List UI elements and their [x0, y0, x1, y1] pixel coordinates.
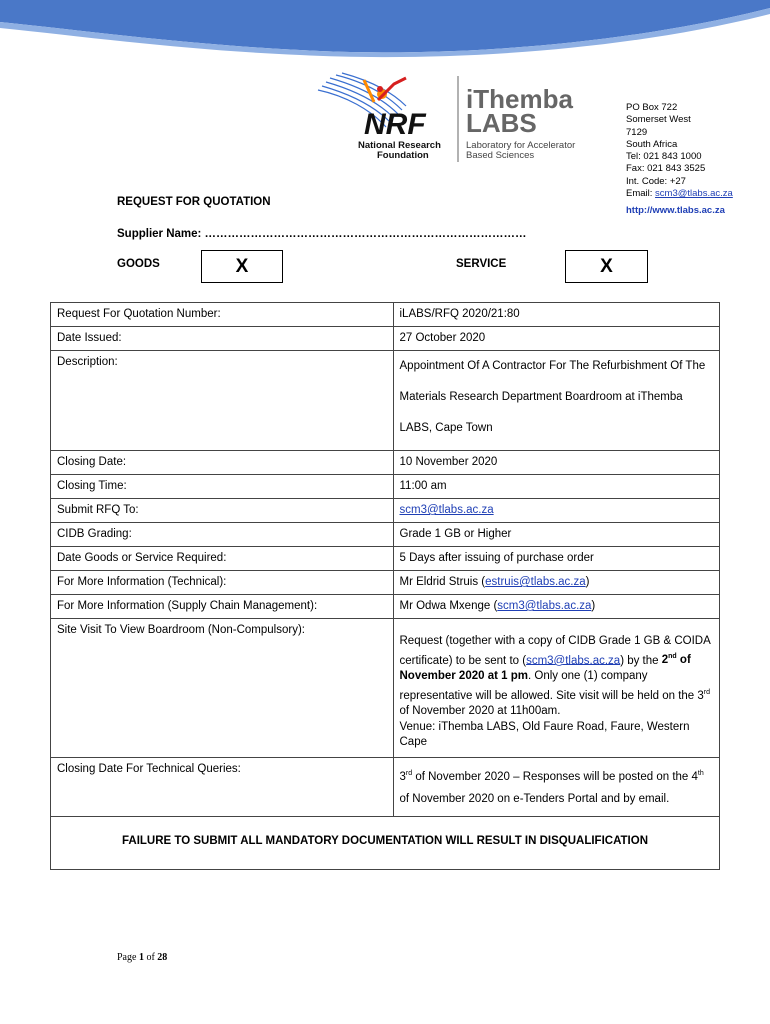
row-value [393, 619, 720, 758]
row-label: Date Issued: [51, 327, 394, 351]
row-value: 5 Days after issuing of purchase order [393, 547, 720, 571]
row-label: Site Visit To View Boardroom (Non-Compulsory): [51, 619, 394, 758]
service-label: SERVICE [456, 258, 507, 270]
goods-checkbox[interactable]: X [201, 250, 283, 283]
row-label: Date Goods or Service Required: [51, 547, 394, 571]
address-line: South Africa [626, 138, 678, 150]
row-value: iLABS/RFQ 2020/21:80 [393, 303, 720, 327]
email-link[interactable]: scm3@tlabs.ac.za [655, 188, 733, 200]
page-label: Page [117, 952, 137, 963]
header-wave [0, 0, 770, 60]
table-row [51, 523, 720, 547]
visit-day-suffix: nd [668, 653, 677, 661]
fax-line: Fax: 021 843 3525 [626, 163, 706, 175]
address-line: PO Box 722 [626, 102, 678, 113]
warning-row [51, 816, 720, 869]
row-value: Grade 1 GB or Higher [393, 523, 720, 547]
technical-email-link[interactable]: estruis@tlabs.ac.za [485, 576, 586, 588]
table-row [51, 351, 720, 451]
phone-line: Tel: 021 843 1000 [626, 151, 702, 163]
row-value [393, 757, 720, 816]
visit-email-link[interactable]: scm3@tlabs.ac.za [526, 654, 621, 667]
email-line [626, 188, 733, 200]
table-row [51, 499, 720, 523]
row-value [393, 351, 720, 451]
service-checkbox[interactable]: X [565, 250, 648, 283]
visit-text: ) by the [620, 654, 659, 667]
description-line: Materials Research Department Boardroom at iThemba [399, 391, 683, 403]
svg-text:Foundation: Foundation [377, 150, 429, 161]
query-day-suffix: th [697, 769, 704, 777]
scm-email-link[interactable]: scm3@tlabs.ac.za [497, 600, 592, 612]
row-label: Closing Date For Technical Queries: [51, 757, 394, 816]
nrf-ithemba-logo [316, 72, 616, 172]
contact-name: Mr Eldrid Struis ( [399, 576, 486, 588]
rfq-details-table [50, 302, 720, 870]
table-row [51, 475, 720, 499]
table-row [51, 619, 720, 758]
queries-details [400, 763, 714, 810]
svg-text:Based Sciences: Based Sciences [466, 150, 535, 161]
table-row [51, 547, 720, 571]
visit-date-rest: of November 2020 at 1 pm [399, 654, 691, 683]
svg-text:LABS: LABS [466, 108, 537, 138]
goods-label: GOODS [117, 258, 160, 270]
visit-text: . Only one (1) company representative will be allowed. Site visit will be held on the [399, 670, 695, 702]
table-row [51, 595, 720, 619]
site-visit-details [400, 634, 714, 751]
website-link[interactable]: http://www.tlabs.ac.za [626, 205, 725, 216]
visit-text: of November 2020 at 11h00am. [399, 705, 561, 718]
visit-text: Request (together with a copy of CIDB Grade 1 GB & COIDA certificate) to be sent to ( [399, 635, 711, 667]
page-number: 1 [138, 952, 144, 963]
description-line: Appointment Of A Contractor For The Refurbishment Of The [399, 360, 706, 372]
page-total: 28 [157, 952, 168, 963]
query-text: of November 2020 on e-Tenders Portal and by email. [399, 792, 670, 805]
row-label: CIDB Grading: [51, 523, 394, 547]
row-value: 27 October 2020 [393, 327, 720, 351]
nrf-letters: NRF [364, 108, 426, 141]
row-label: For More Information (Technical): [51, 571, 394, 595]
disqualification-warning: FAILURE TO SUBMIT ALL MANDATORY DOCUMENTATION WILL RESULT IN DISQUALIFICATION [51, 816, 720, 869]
intl-code-line: Int. Code: +27 [626, 175, 686, 187]
row-value [393, 499, 720, 523]
table-row [51, 451, 720, 475]
query-text: of November 2020 – Responses will be posted on the 4 [412, 770, 698, 783]
svg-text:iThemba: iThemba [466, 84, 573, 114]
document-title: REQUEST FOR QUOTATION [117, 196, 271, 208]
contact-name: Mr Odwa Mxenge ( [399, 600, 498, 612]
of-label: of [146, 952, 155, 963]
address-block [626, 102, 733, 200]
visit-day: 3 [697, 689, 704, 702]
table-row [51, 571, 720, 595]
submit-email-link[interactable]: scm3@tlabs.ac.za [399, 504, 494, 516]
visit-venue: Venue: iThemba LABS, Old Faure Road, Faure, Western Cape [399, 720, 690, 749]
svg-text:Laboratory for Accelerator: Laboratory for Accelerator [466, 140, 576, 151]
description-line: LABS, Cape Town [399, 422, 493, 434]
row-label: For More Information (Supply Chain Management): [51, 595, 394, 619]
row-value [393, 595, 720, 619]
email-label: Email: [626, 188, 653, 200]
closing-paren: ) [591, 600, 596, 612]
visit-day-suffix: rd [703, 688, 711, 696]
supplier-name-field: Supplier Name: ………………………………………………………………………… [117, 228, 527, 240]
table-row [51, 327, 720, 351]
row-value: 11:00 am [393, 475, 720, 499]
row-label: Submit RFQ To: [51, 499, 394, 523]
address-line: 7129 [626, 126, 648, 138]
row-value [393, 571, 720, 595]
svg-text:National Research: National Research [358, 140, 441, 151]
row-label: Closing Time: [51, 475, 394, 499]
row-label: Description: [51, 351, 394, 451]
address-line: Somerset West [626, 114, 691, 126]
row-label: Request For Quotation Number: [51, 303, 394, 327]
page-footer [117, 952, 167, 963]
row-label: Closing Date: [51, 451, 394, 475]
query-day-suffix: rd [405, 769, 413, 777]
table-row [51, 303, 720, 327]
table-row [51, 757, 720, 816]
closing-paren: ) [585, 576, 590, 588]
query-day: 3 [399, 770, 406, 783]
row-value: 10 November 2020 [393, 451, 720, 475]
visit-day: 2 [661, 654, 669, 667]
